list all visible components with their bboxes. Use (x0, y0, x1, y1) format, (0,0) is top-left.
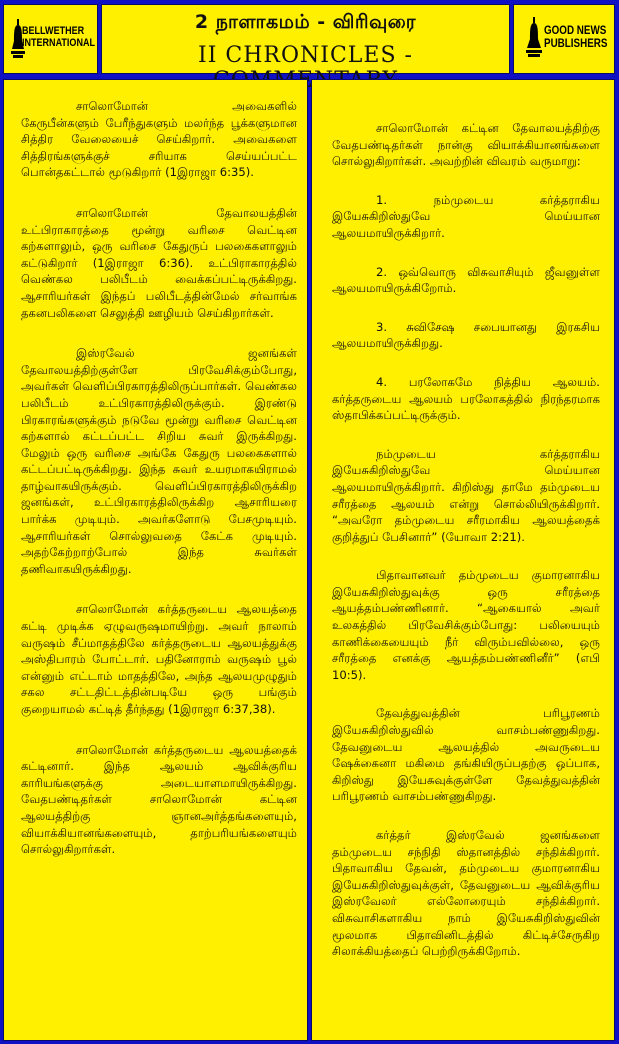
title-english: II CHRONICLES - (198, 43, 413, 68)
right-list-item-4: 4. பரலோகமே நித்திய ஆலயம். கர்த்தருடைய ஆலயம் பரலோகத்தில் நிரந்தரமாக ஸ்தாபிக்கப்பட்டிருக்கும். (332, 374, 600, 423)
left-paragraph-5: சாலொமோன் கர்த்தருடைய ஆலயத்தைக் கட்டினார். இந்த ஆலயம் ஆவிக்குரிய காரியங்களுக்கு அடையாளமாயிருக்கிறது. வேதபண்டிதர்கள் சாலொமோன் கட்டின ஆலயத்திற்கு ஞானஅர்த்தங்களையும், வியாக்கியானங்களையும், தாற்பரியங்களையும் சொல்லுகிறார்கள். (21, 742, 297, 857)
bellwether-logo (3, 4, 98, 74)
title-tamil: 2 நாளாகமம் - விரிவுரை (194, 11, 417, 33)
good-news-logo (513, 4, 615, 74)
bellwether-logo-text: BELLWETHER INTERNATIONAL (22, 25, 95, 49)
right-paragraph-8: தேவத்துவத்தின் பரிபூரணம் இயேசுகிறிஸ்துவில் வாசம்பண்ணுகிறது. தேவனுடைய ஆலயத்தில் அவருடைய ஷேக்கைனா மகிமை தங்கியிருப்பதற்கு ஒப்பாக, கிறிஸ்து இயேசுவுக்குள்ளே தேவத்துவத்தின் பரிபூரணம் வாசம்பண்ணுகிறது. (332, 706, 600, 804)
left-paragraph-4: சாலொமோன் கர்த்தருடைய ஆலயத்தை கட்டி முடிக்க ஏழுவருஷமாயிற்று. அவர் நாலாம் வருஷம் சீப்மாதத்திலே கர்த்தருடைய ஆலயத்துக்கு அஸ்திபாரம் போட்டார். பதினோராம் வருஷம் பூல் என்னும் எட்டாம் மாதத்திலே, அந்த ஆலயமுழுதும் சகல சட்டதிட்டத்தின்படியே ஒரு பங்கும் குறையாமல் கட்டித் தீர்ந்தது (1இராஜா 6:37,38). (21, 602, 297, 716)
left-paragraph-3: இஸ்ரவேல் ஜனங்கள் தேவாலயத்திற்குள்ளே பிரவேசிக்கும்போது, அவர்கள் வெளிப்பிரகாரத்திலிருப்பார்கள். வெண்கல பலிபீடம் உட்பிரகாரத்திலிருக்கும். இரண்டு பிரகாரங்களுக்கும் நடுவே மூன்று வரிசை வெட்டின கற்களால் கட்டப்பட்ட சிறிய சுவர் இருக்கிறது. மேலும் ஒரு வரிசை அங்கே கேதுரு பலகைகளால் கட்டப்பட்டிருக்கிறது. இந்த சுவர் உயரமாகயிராமல் தாழ்வாகயிருக்கும். வெளிப்பிரகாரத்திலிருக்கிற ஜனங்கள், உட்பிரகாரத்திலிருக்கிற ஆசாரியரை பார்க்க முடியும். அவர்களோடு பேசமுடியும். ஆசாரியர்கள் சொல்லுவதை கேட்க முடியும். அதற்கேற்றாற்போல் இந்த சுவர்கள் தணிவாகயிருக்கிறது. (21, 346, 297, 576)
left-paragraph-2: சாலொமோன் தேவாலயத்தின் உட்பிராகாரத்தை மூன்று வரிசை வெட்டின கற்களாலும், ஒரு வரிசை கேதுருப் பலகைகளாலும் கட்டுகிறார் (1இராஜா 6:36). உட்பிராகாரத்தில் வெண்கல பலிபீடம் வைக்கப்பட்டிருக்கிறது. ஆசாரியர்கள் இந்தப் பலிபீடத்தின்மேல் சர்வாங்க தகனபலிகளை செலுத்தி ஊழியம் செய்கிறார்கள். (21, 205, 297, 320)
right-paragraph-9: கர்த்தர் இஸ்ரவேல் ஜனங்களை தம்முடைய சந்நிதி ஸ்தானத்தில் சந்திக்கிறார். பிதாவாகிய தேவன், தம்முடைய குமாரனாகிய இயேசுகிறிஸ்துவுக்குள், தேவனுடைய ஆவிக்குரிய இஸ்ரவேலர் எல்லோரையும் சந்திக்கிறார். விசுவாசிகளாகிய நாம் இயேசுகிறிஸ்துவின் மூலமாக பிதாவினிடத்தில் கிட்டிச்சேருகிற சிலாக்கியத்தைப் பெற்றிருக்கிறோம். (332, 828, 600, 959)
right-paragraph-intro: சாலொமோன் கட்டின தேவாலயத்திற்கு வேதபண்டிதர்கள் நான்கு வியாக்கியானங்களை சொல்லுகிறார்கள். அவற்றின் விவரம் வருமாறு: (332, 121, 600, 169)
right-paragraph-7: பிதாவானவர் தம்முடைய குமாரனாகிய இயேசுகிறிஸ்துவுக்கு ஒரு சரீரத்தை ஆயத்தம்பண்ணினார். “ஆகையால் அவர் உலகத்தில் பிரவேசிக்கும்போது: பலியையும் காணிக்கையையும் நீர் விரும்பவில்லை, ஒரு சரீரத்தை எனக்கு ஆயத்தம்பண்ணினீர்” (எபி 10:5). (332, 568, 600, 682)
left-column (3, 79, 308, 1041)
right-list-item-3: 3. சுவிசேஷ சபையானது இரகசிய ஆலயமாயிருக்கிறது. (332, 319, 600, 351)
page-title (101, 4, 510, 74)
right-list-item-1: 1. நம்முடைய கர்த்தராகிய இயேசுகிறிஸ்துவே மெய்யான ஆலயமாயிருக்கிறார். (332, 192, 600, 240)
left-paragraph-1: சாலொமோன் அவைகளில் கேருபீன்களும் பேரீந்துகளும் மலர்ந்த பூக்களுமான சித்திர வேலையைச் செய்கிறார். அவைகளை சித்திரங்களுக்குச் சரியாக செய்யப்பட்ட பொன்தகட்டால் மூடுகிறார் (1இராஜா 6:35). (21, 99, 297, 180)
good-news-bell-icon (526, 17, 542, 59)
right-list-item-2: 2. ஒவ்வொரு விசுவாசியும் ஜீவனுள்ள ஆலயமாயிருக்கிறோம். (332, 264, 600, 296)
right-column (311, 79, 615, 1041)
right-paragraph-6: நம்முடைய கர்த்தராகிய இயேசுகிறிஸ்துவே மெய்யான ஆலயமாயிருக்கிறார். கிறிஸ்து தாமே தம்முடைய சரீரத்தை ஆலயம் என்று சொல்லியிருக்கிறார். “அவரோ தம்முடைய சரீரமாகிய ஆலயத்தைக் குறித்துப் பேசினார்” (யோவா 2:21). (332, 446, 600, 544)
good-news-logo-text: GOOD NEWS PUBLISHERS (544, 23, 608, 50)
